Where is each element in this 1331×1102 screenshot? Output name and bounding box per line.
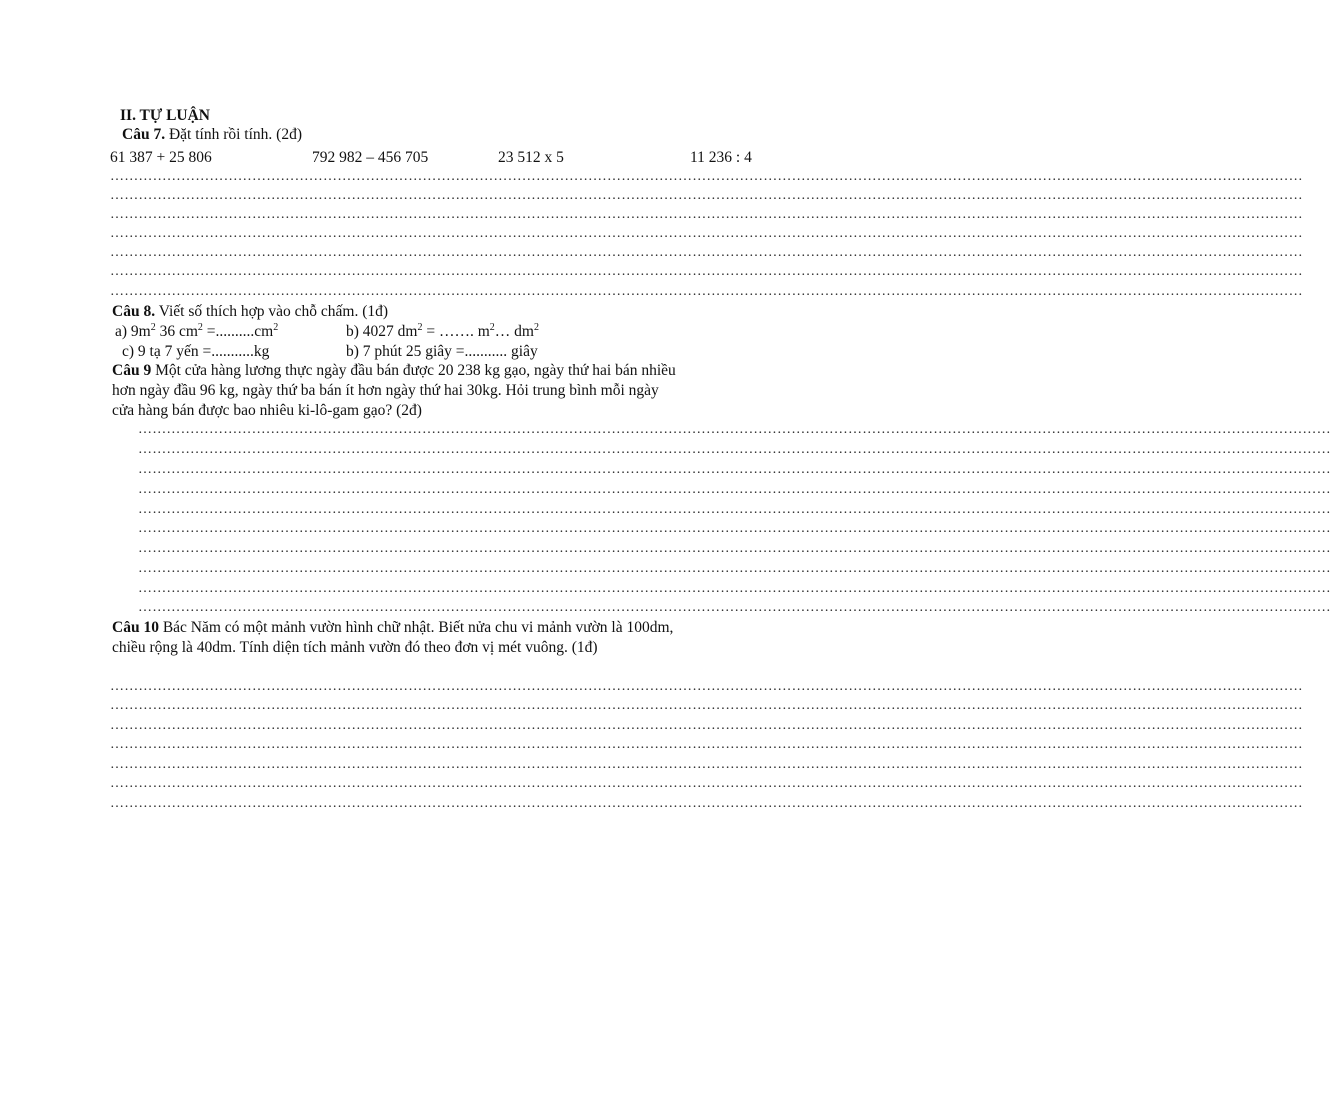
answer-line: ……………………………………………………………………………………………………………………………………………………………………………………………………………………………… xyxy=(110,284,1303,299)
question-7-text: Đặt tính rồi tính. (2đ) xyxy=(168,126,302,143)
section-title: II. TỰ LUẬN xyxy=(120,107,211,124)
answer-line: ……………………………………………………………………………………………………………………………………………………………………………………………………………………………… xyxy=(138,422,1331,437)
answer-line: ……………………………………………………………………………………………………………………………………………………………………………………………………………………………… xyxy=(138,502,1331,517)
answer-line: ……………………………………………………………………………………………………………………………………………………………………………………………………………………………… xyxy=(110,245,1303,260)
question-8-text: Viết số thích hợp vào chỗ chấm. (1đ) xyxy=(158,303,389,320)
answer-line: ……………………………………………………………………………………………………………………………………………………………………………………………………………………………… xyxy=(110,698,1303,713)
answer-line: ……………………………………………………………………………………………………………………………………………………………………………………………………………………………… xyxy=(110,226,1303,241)
answer-line: ……………………………………………………………………………………………………………………………………………………………………………………………………………………………… xyxy=(110,207,1303,222)
answer-line: ……………………………………………………………………………………………………………………………………………………………………………………………………………………………… xyxy=(110,679,1303,694)
question-9-line-3: cửa hàng bán được bao nhiêu ki-lô-gam gạo? (2đ) xyxy=(112,402,422,419)
question-9-label: Câu 9 xyxy=(112,362,152,379)
calc-3: 23 512 x 5 xyxy=(498,149,564,166)
answer-line: ……………………………………………………………………………………………………………………………………………………………………………………………………………………………… xyxy=(138,600,1331,615)
answer-line: ……………………………………………………………………………………………………………………………………………………………………………………………………………………………… xyxy=(138,442,1331,457)
question-8-label: Câu 8. xyxy=(112,303,156,320)
answer-line: ……………………………………………………………………………………………………………………………………………………………………………………………………………………………… xyxy=(138,462,1331,477)
q8-item-b: b) 4027 $dm^2$ = ……. $m^2\dots$ $dm^2$ xyxy=(346,322,539,340)
answer-line: ……………………………………………………………………………………………………………………………………………………………………………………………………………………………… xyxy=(110,757,1303,772)
answer-line: ……………………………………………………………………………………………………………………………………………………………………………………………………………………………… xyxy=(110,264,1303,279)
q8-item-c: c) 9 tạ 7 yến =...........kg xyxy=(122,343,270,360)
question-7-label: Câu 7. xyxy=(122,126,166,143)
answer-line: ……………………………………………………………………………………………………………………………………………………………………………………………………………………………… xyxy=(138,482,1331,497)
question-9-line-1: Câu 9 Một cửa hàng lương thực ngày đầu bán được 20 238 kg gạo, ngày thứ hai bán nhiều xyxy=(112,362,676,379)
answer-line: ……………………………………………………………………………………………………………………………………………………………………………………………………………………………… xyxy=(138,541,1331,556)
question-9-line-2: hơn ngày đầu 96 kg, ngày thứ ba bán ít hơn ngày thứ hai 30kg. Hỏi trung bình mỗi ngày xyxy=(112,382,659,399)
calc-1: 61 387 + 25 806 xyxy=(110,149,212,166)
q8-item-a: a) $9m^2$ 36 $cm^2 =..........cm^2$ xyxy=(115,322,279,340)
question-8 xyxy=(112,302,388,321)
answer-line: ……………………………………………………………………………………………………………………………………………………………………………………………………………………………… xyxy=(110,796,1303,811)
answer-line: ……………………………………………………………………………………………………………………………………………………………………………………………………………………………… xyxy=(138,581,1331,596)
question-10-label: Câu 10 xyxy=(112,619,159,636)
answer-line: ……………………………………………………………………………………………………………………………………………………………………………………………………………………………… xyxy=(138,521,1331,536)
answer-line: ……………………………………………………………………………………………………………………………………………………………………………………………………………………………… xyxy=(138,561,1331,576)
answer-line: ……………………………………………………………………………………………………………………………………………………………………………………………………………………………… xyxy=(110,169,1303,184)
question-10-line-2: chiều rộng là 40dm. Tính diện tích mảnh vườn đó theo đơn vị mét vuông. (1đ) xyxy=(112,639,598,656)
question-10-line-1: Câu 10 Bác Năm có một mảnh vườn hình chữ nhật. Biết nửa chu vi mảnh vườn là 100dm, xyxy=(112,619,674,636)
answer-line: ……………………………………………………………………………………………………………………………………………………………………………………………………………………………… xyxy=(110,776,1303,791)
calc-2: 792 982 – 456 705 xyxy=(312,149,429,166)
question-7 xyxy=(122,125,302,144)
answer-line: ……………………………………………………………………………………………………………………………………………………………………………………………………………………………… xyxy=(110,718,1303,733)
answer-line: ……………………………………………………………………………………………………………………………………………………………………………………………………………………………… xyxy=(110,188,1303,203)
calc-4: 11 236 : 4 xyxy=(690,149,752,166)
answer-line: ……………………………………………………………………………………………………………………………………………………………………………………………………………………………… xyxy=(110,737,1303,752)
q8-item-d: b) 7 phút 25 giây =........... giây xyxy=(346,343,538,360)
